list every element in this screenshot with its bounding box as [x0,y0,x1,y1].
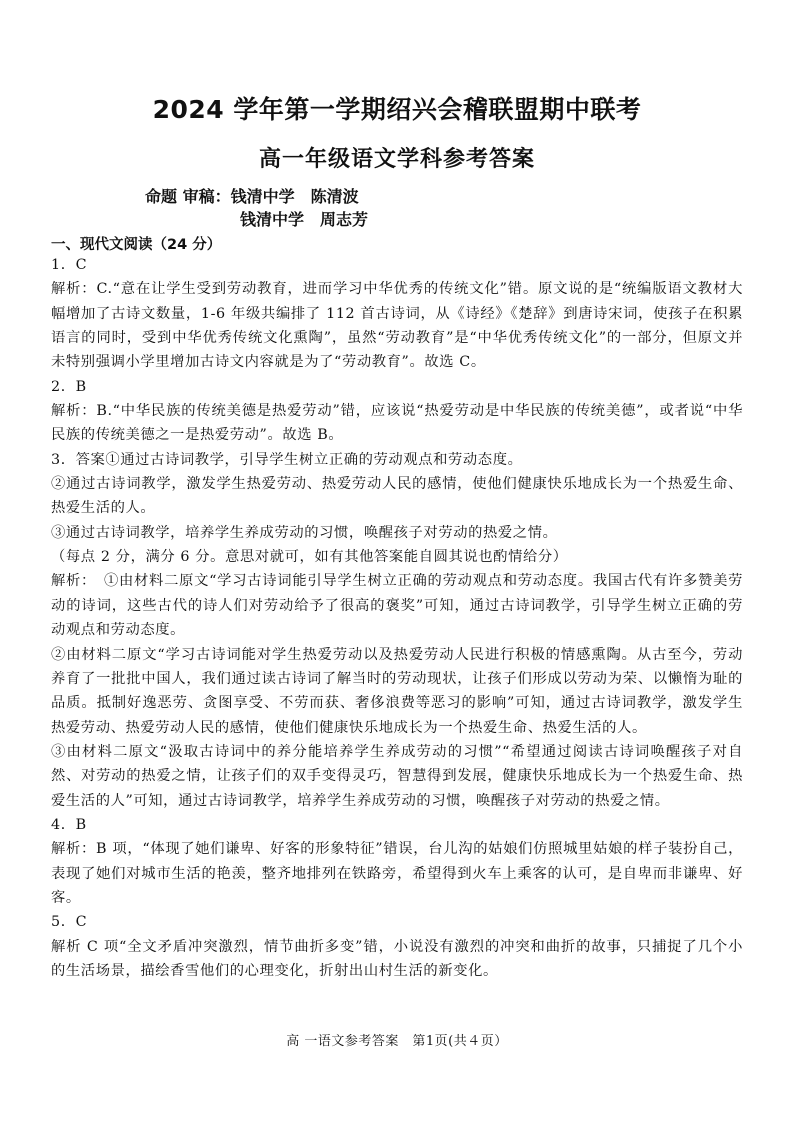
page-footer: 高 一语文参考答案 第1页(共４页） [286,1034,508,1049]
analysis-q2: 解析：B.“中华民族的传统美德是热爱劳动”错，应该说“热爱劳动是中华民族的传统美德”，或者说“中华民族的传统美德之一是热爱劳动”。故选 B。 [51,403,743,444]
section-heading: 一、现代文阅读（24 分） [51,237,222,253]
answer-q4: 4．B [51,816,87,833]
analysis-q3-point3: ③由材料二原文“汲取古诗词中的养分能培养学生养成劳动的习惯”“希望通过阅读古诗词唤醒孩子对自然、对劳动的热爱之情，让孩子们的双手变得灵巧，智慧得到发展，健康快乐地成长为一个热爱生命、热爱生活的人”可知，通过古诗词教学，培养学生养成劳动的习惯，唤醒孩子对劳动的热爱之情。 [51,743,743,809]
author-line-1: 命题 审稿：钱清中学 陈清波 [145,187,359,206]
scoring-note: （每点 2 分，满分 6 分。意思对就可，如有其他答案能自圆其说也酌情给分） [51,549,568,566]
analysis-q3-point1: 解析： ①由材料二原文“学习古诗词能引导学生树立正确的劳动观点和劳动态度。我国古代有许多赞美劳动的诗词，这些古代的诗人们对劳动给予了很高的褒奖”可知，通过古诗词教学，引导学生树立正确的劳动观点和劳动态度。 [51,573,743,639]
answer-body [51,253,743,983]
answer-q3-point3: ③通过古诗词教学，培养学生养成劳动的习惯，唤醒孩子对劳动的热爱之情。 [51,524,558,541]
analysis-q1: 解析：C.“意在让学生受到劳动教育，进而学习中华优秀的传统文化”错。原文说的是“统编版语文教材大幅增加了古诗文数量，1-6 年级共编排了 112 首古诗词，从《诗经》《楚辞》到唐诗宋词，使孩子在积累语言的同时，受到中华优秀传统文化熏陶”，虽然“劳动教育”是“中华优秀传统文化”的一部分，但原文并未特别强调小学里增加古诗文内容就是为了“劳动教育”。故选 C。 [51,281,743,371]
document-subtitle: 高一年级语文学科参考答案 [258,147,535,172]
answer-q3: 3．答案①通过古诗词教学，引导学生树立正确的劳动观点和劳动态度。 [51,451,523,468]
answer-q3-point2: ②通过古诗词教学，激发学生热爱劳动、热爱劳动人民的感情，使他们健康快乐地成长为一个热爱生命、热爱生活的人。 [51,476,743,517]
document-title: 2024 学年第一学期绍兴会稽联盟期中联考 [152,95,642,124]
author-line-2: 钱清中学 周志芳 [240,210,369,229]
answer-q1: 1．C [51,257,88,273]
analysis-q5: 解析 C 项“全文矛盾冲突激烈，情节曲折多变”错，小说没有激烈的冲突和曲折的故事，只捕捉了几个小的生活场景，描绘香雪他们的心理变化，折射出山村生活的新变化。 [51,938,743,979]
answer-q2: 2．B [51,378,87,395]
analysis-q3-point2: ②由材料二原文“学习古诗词能对学生热爱劳动以及热爱劳动人民进行积极的情感熏陶。从古至今，劳动养育了一批批中国人，我们通过读古诗词了解当时的劳动现状，让孩子们形成以劳动为荣、以懒惰为耻的品质。抵制好逸恶劳、贪图享受、不劳而获、奢侈浪费等恶习的影响”可知，通过古诗词教学，激发学生热爱劳动、热爱劳动人民的感情，使他们健康快乐地成长为一个热爱生命、热爱生活的人。 [51,646,743,736]
analysis-q4: 解析：B 项，“体现了她们谦卑、好客的形象特征”错误，台儿沟的姑娘们仿照城里姑娘的样子装扮自己，表现了她们对城市生活的艳羡，整齐地排列在铁路旁，希望得到火车上乘客的认可，是自卑而非谦卑、好客。 [51,841,743,906]
answer-q5: 5．C [51,914,88,931]
